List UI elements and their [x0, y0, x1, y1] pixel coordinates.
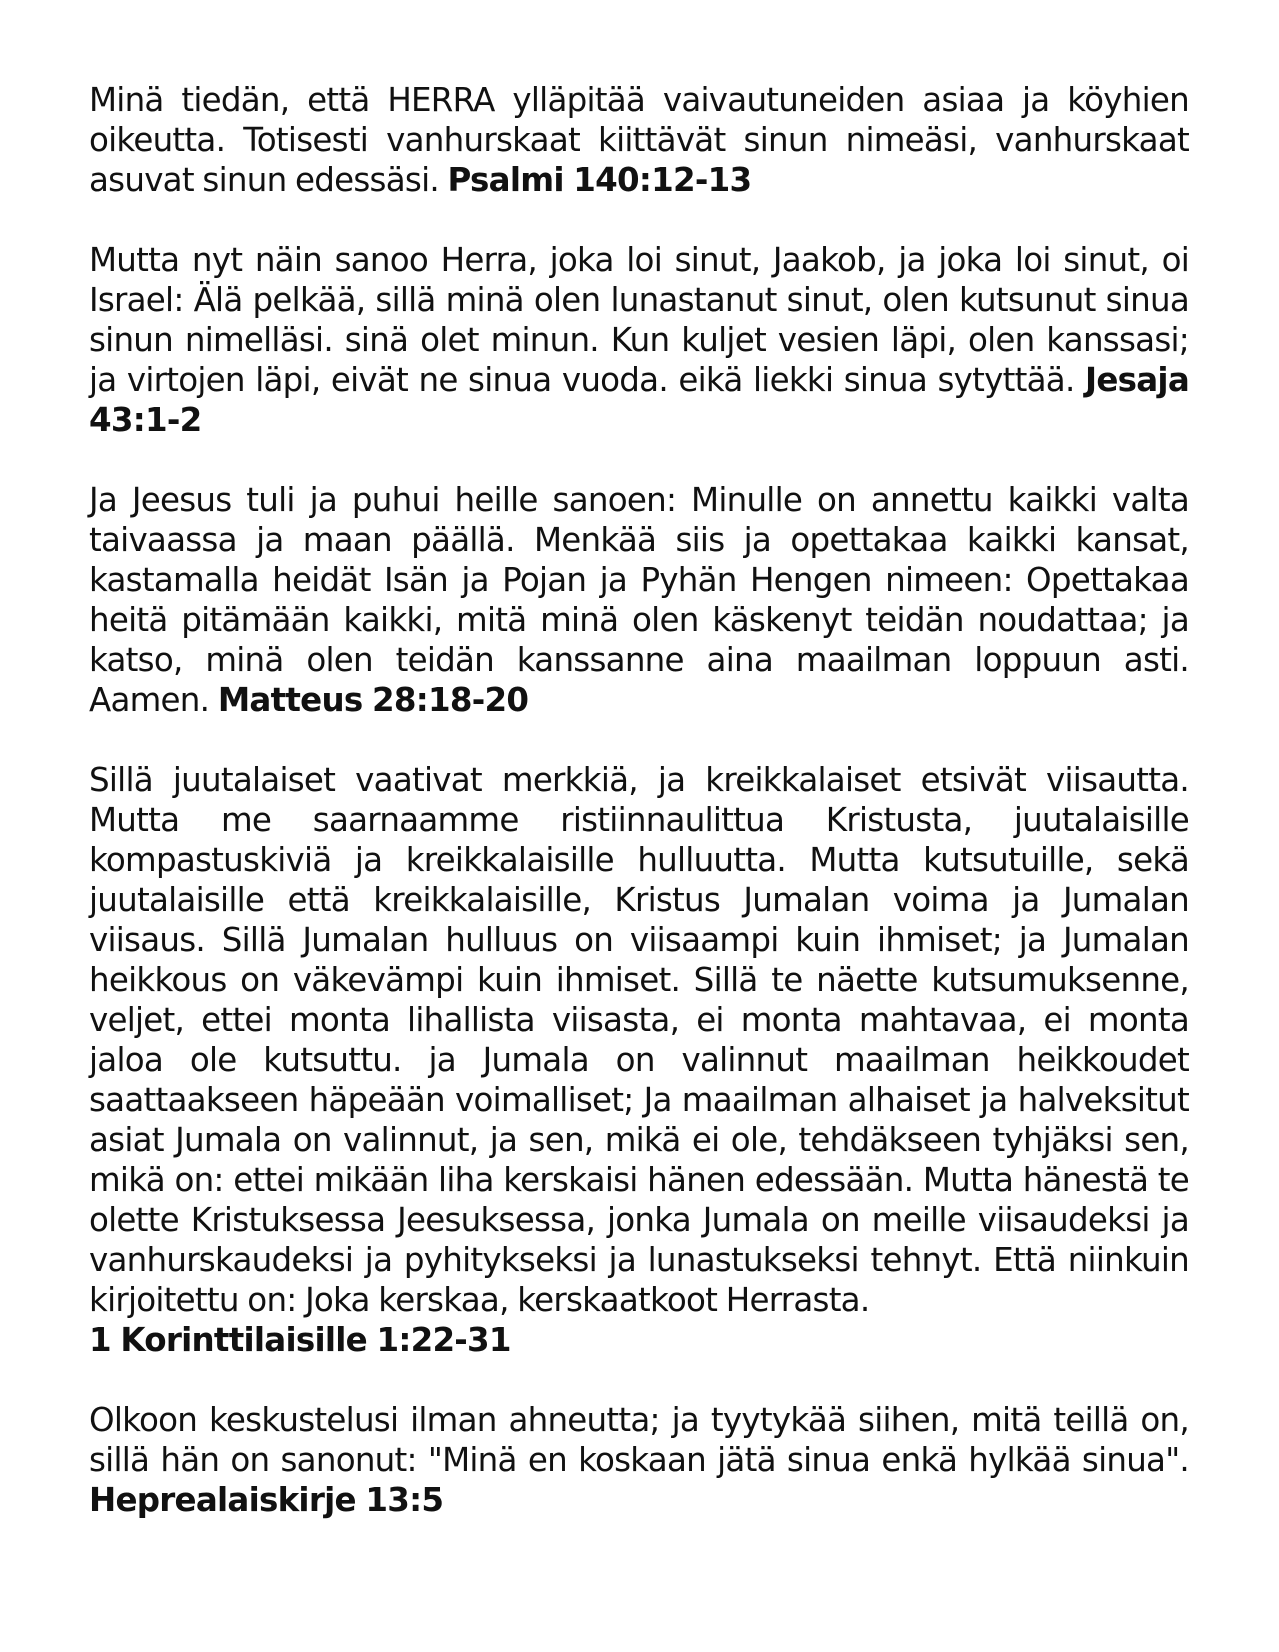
passage-text: Sillä juutalaiset vaativat merkkiä, ja kreikkalaiset etsivät viisautta. Mutta me saarnaamme ristiinnaulittua Kristusta, juutalaisille kompastuskiviä ja kreikkalaisille hulluutta. Mutta kutsutuille, sekä juutalaisille että kreikkalaisille, Kristus Jumalan voima ja Jumalan viisaus. Sillä Jumalan hulluus on viisaampi kuin ihmiset; ja Jumalan heikkous on väkevämpi kuin ihmiset. Sillä te näette kutsumuksenne, veljet, ettei monta lihallista viisasta, ei monta mahtavaa, ei monta jaloa ole kutsuttu. ja Jumala on valinnut maailman heikkoudet saattaakseen häpeään voimalliset; Ja maailman alhaiset ja halveksitut asiat Jumala on valinnut, ja sen, mikä ei ole, tehdäkseen tyhjäksi sen, mikä on: ettei mikään liha kerskaisi hänen edessään. Mutta hänestä te olette Kristuksessa Jeesuksessa, jonka Jumala on meille viisaudeksi ja vanhurskaudeksi ja pyhitykseksi ja lunastukseksi tehnyt. Että niinkuin kirjoitettu on: Joka kerskaa, kerskaatkoot Herrasta. [89, 761, 1189, 1319]
passage-text: Olkoon keskustelusi ilman ahneutta; ja tyytykää siihen, mitä teillä on, sillä hän on sanonut: "Minä en koskaan jätä sinua enkä hylkää sinua". [89, 1401, 1189, 1479]
passage-text: Minä tiedän, että HERRA ylläpitää vaivautuneiden asiaa ja köyhien oikeutta. Totisesti vanhurskaat kiittävät sinun nimeäsi, vanhurskaat asuvat sinun edessäsi. [89, 81, 1189, 199]
passage-reference: 1 Korinttilaisille 1:22-31 [89, 1321, 511, 1359]
passage-text: Mutta nyt näin sanoo Herra, joka loi sinut, Jaakob, ja joka loi sinut, oi Israel: Älä pelkää, sillä minä olen lunastanut sinut, olen kutsunut sinua sinun nimelläsi. sinä olet minun. Kun kuljet vesien läpi, olen kanssasi; ja virtojen läpi, eivät ne sinua vuoda. eikä liekki sinua sytyttää. [89, 241, 1189, 399]
passage-reference: Matteus 28:18-20 [217, 681, 529, 719]
passage-isaiah [89, 240, 1189, 440]
passage-psalm [89, 80, 1189, 200]
scripture-page [89, 80, 1189, 1560]
passage-hebrews [89, 1400, 1189, 1520]
passage-matthew [89, 480, 1189, 720]
passage-corinthians [89, 760, 1189, 1360]
passage-text: Ja Jeesus tuli ja puhui heille sanoen: Minulle on annettu kaikki valta taivaassa ja maan päällä. Menkää siis ja opettakaa kaikki kansat, kastamalla heidät Isän ja Pojan ja Pyhän Hengen nimeen: Opettakaa heitä pitämään kaikki, mitä minä olen käskenyt teidän noudattaa; ja katso, minä olen teidän kanssanne aina maailman loppuun asti. Aamen. [89, 481, 1189, 719]
passage-reference: Heprealaiskirje 13:5 [89, 1481, 444, 1519]
passage-reference: Jesaja 43:1-2 [89, 361, 1189, 439]
passage-reference: Psalmi 140:12-13 [447, 161, 752, 199]
